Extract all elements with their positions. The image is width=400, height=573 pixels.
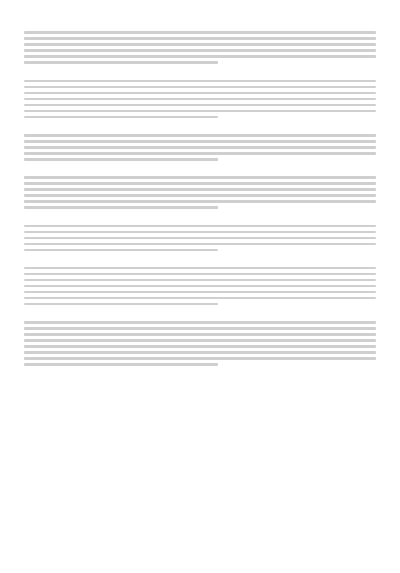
text-line: [24, 321, 376, 324]
paragraph-4: [24, 173, 376, 212]
text-line: [24, 243, 376, 246]
text-line: [24, 140, 376, 143]
text-line: [24, 31, 376, 34]
text-line: [24, 351, 376, 354]
text-line: [24, 182, 376, 185]
text-line: [24, 279, 376, 282]
paragraph-3: [24, 131, 376, 164]
document-title: [24, 10, 376, 21]
paragraph-4-lines: [24, 176, 376, 209]
text-line: [24, 116, 218, 119]
text-line: [24, 237, 376, 240]
text-line: [24, 110, 376, 113]
paragraph-2: [24, 76, 376, 121]
text-line: [24, 333, 376, 336]
text-line: [24, 273, 376, 276]
text-line: [24, 206, 218, 209]
text-line: [24, 363, 218, 366]
text-line: [24, 225, 376, 228]
text-line: [24, 37, 376, 40]
text-line: [24, 152, 376, 155]
text-line: [24, 80, 376, 83]
paragraph-6: [24, 264, 376, 309]
text-line: [24, 345, 376, 348]
text-line: [24, 104, 376, 107]
paragraph-3-lines: [24, 134, 376, 161]
text-line: [24, 339, 376, 342]
text-line: [24, 55, 376, 58]
text-line: [24, 249, 218, 252]
text-line: [24, 200, 376, 203]
text-line: [24, 231, 376, 234]
text-line: [24, 285, 376, 288]
paragraph-7-lines: [24, 321, 376, 365]
text-line: [24, 146, 376, 149]
text-line: [24, 297, 376, 300]
paragraph-6-lines: [24, 267, 376, 306]
text-line: [24, 86, 376, 89]
paragraph-7: [24, 318, 376, 369]
text-line: [24, 303, 218, 306]
text-line: [24, 43, 376, 46]
text-line: [24, 134, 376, 137]
text-line: [24, 158, 218, 161]
text-line: [24, 291, 376, 294]
paragraph-5: [24, 221, 376, 254]
text-line: [24, 194, 376, 197]
text-line: [24, 267, 376, 270]
paragraph-1: [24, 28, 376, 67]
text-line: [24, 357, 376, 360]
paragraph-2-lines: [24, 80, 376, 119]
text-line: [24, 92, 376, 95]
text-line: [24, 98, 376, 101]
text-line: [24, 61, 218, 64]
paragraph-1-lines: [24, 31, 376, 64]
paragraph-5-lines: [24, 225, 376, 252]
text-line: [24, 188, 376, 191]
text-line: [24, 327, 376, 330]
text-line: [24, 49, 376, 52]
text-line: [24, 176, 376, 179]
